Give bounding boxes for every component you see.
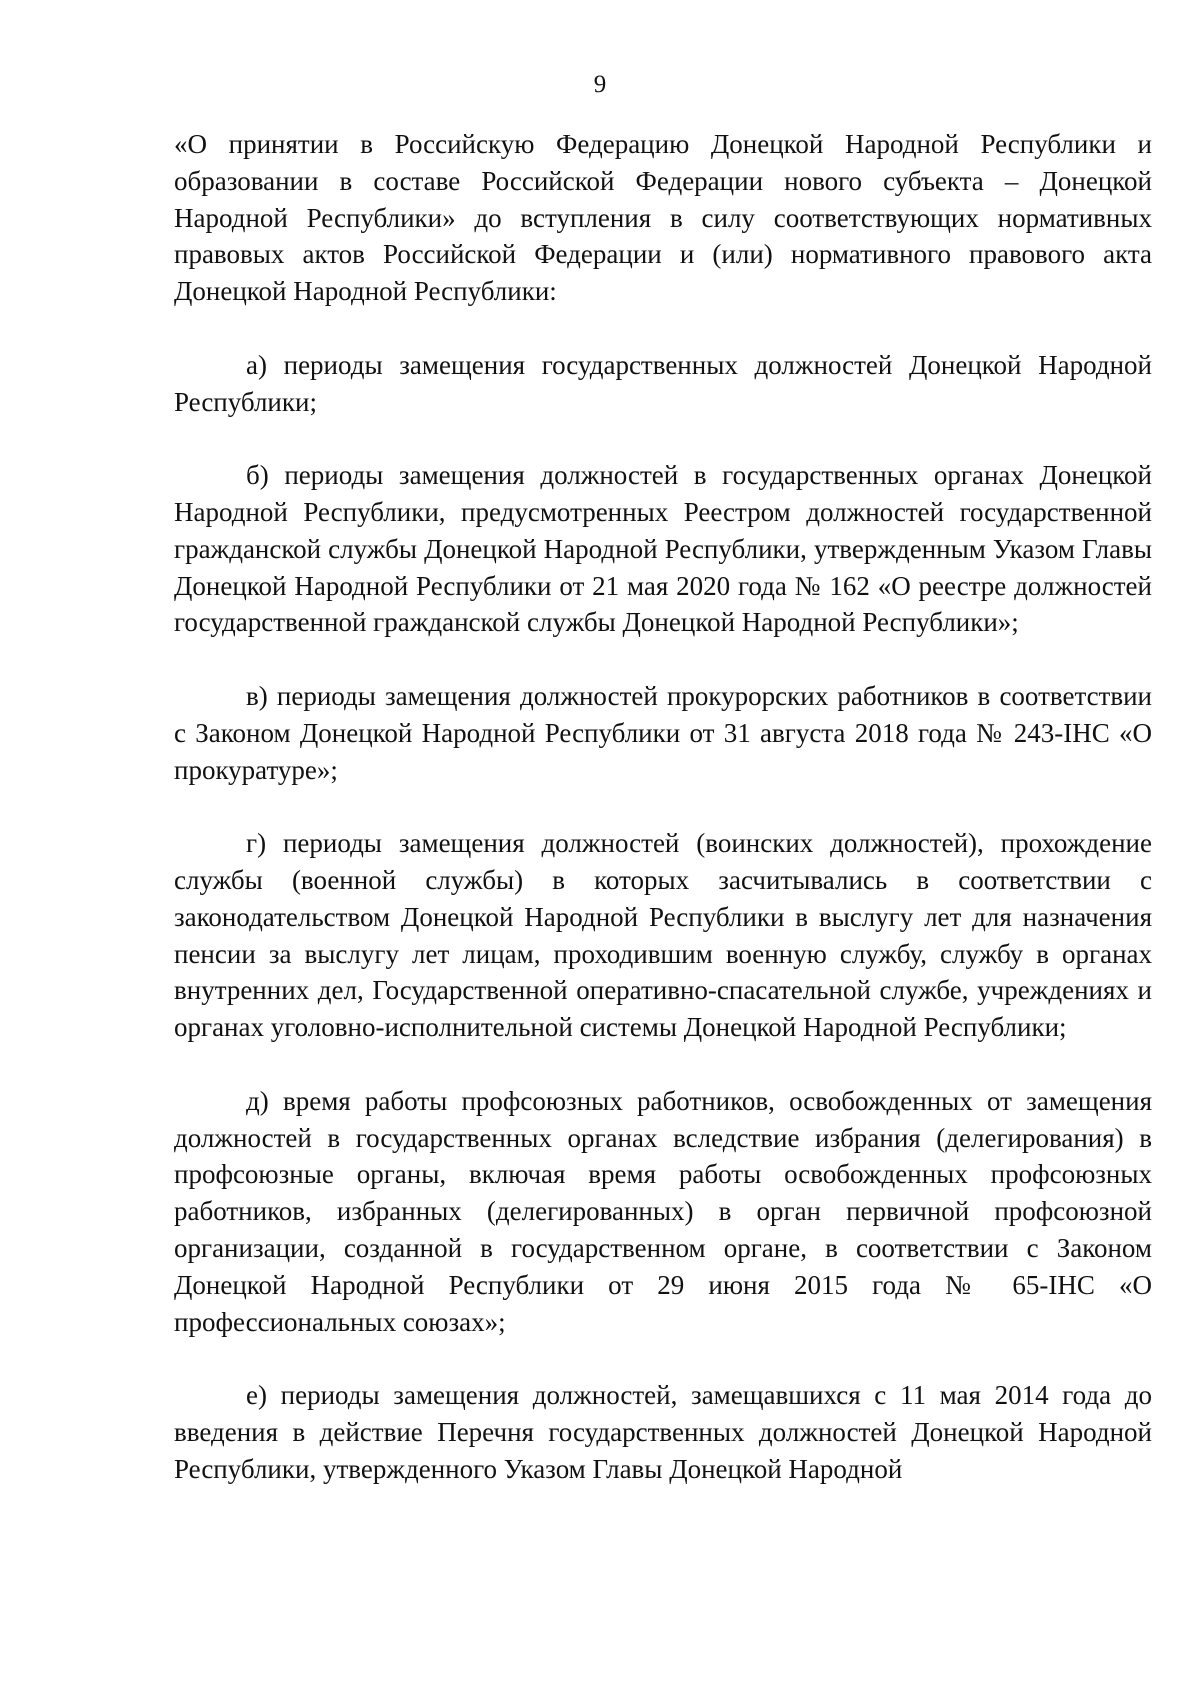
paragraph-intro: «О принятии в Российскую Федерацию Донецкой Народной Республики и образовании в составе Российской Федерации нового субъекта – Донецкой Народной Республики» до вступления в силу соответствующих нормативных правовых актов Российской Федерации и (или) нормативного правового акта Донецкой Народной Республики:: [174, 129, 1152, 307]
document-body: [174, 126, 1152, 1487]
paragraph-item-a: а) периоды замещения государственных должностей Донецкой Народной Республики;: [174, 349, 1152, 417]
paragraph-item-b: б) периоды замещения должностей в государственных органах Донецкой Народной Республики, предусмотренных Реестром должностей государственной гражданской службы Донецкой Народной Республики, утвержденным Указом Главы Донецкой Народной Республики от 21 мая 2020 года № 162 «О реестре должностей государственной гражданской службы Донецкой Народной Республики»;: [174, 460, 1152, 638]
paragraph-item-v: в) периоды замещения должностей прокурорских работников в соответствии с Законом Донецкой Народной Республики от 31 августа 2018 года № 243-IНС «О прокуратуре»;: [174, 680, 1152, 785]
paragraph-item-e: е) периоды замещения должностей, замещавшихся с 11 мая 2014 года до введения в действие Перечня государственных должностей Донецкой Народной Республики, утвержденного Указом Главы Донецкой Народной: [174, 1380, 1152, 1484]
paragraph-item-d: д) время работы профсоюзных работников, освобожденных от замещения должностей в государственных органах вследствие избрания (делегирования) в профсоюзные органы, включая время работы освобожденных профсоюзных работников, избранных (делегированных) в орган первичной профсоюзной организации, созданной в государственном органе, в соответствии с Законом Донецкой Народной Республики от 29 июня 2015 года № 65-IНС «О профессиональных союзах»;: [174, 1085, 1152, 1337]
page-number: 9: [593, 71, 607, 98]
paragraph-item-g: г) периоды замещения должностей (воинских должностей), прохождение службы (военной службы) в которых засчитывались в соответствии с законодательством Донецкой Народной Республики в выслугу лет для назначения пенсии за выслугу лет лицам, проходившим военную службу, службу в органах внутренних дел, Государственной оперативно-спасательной службе, учреждениях и органах уголовно-исполнительной системы Донецкой Народной Республики;: [174, 828, 1152, 1043]
